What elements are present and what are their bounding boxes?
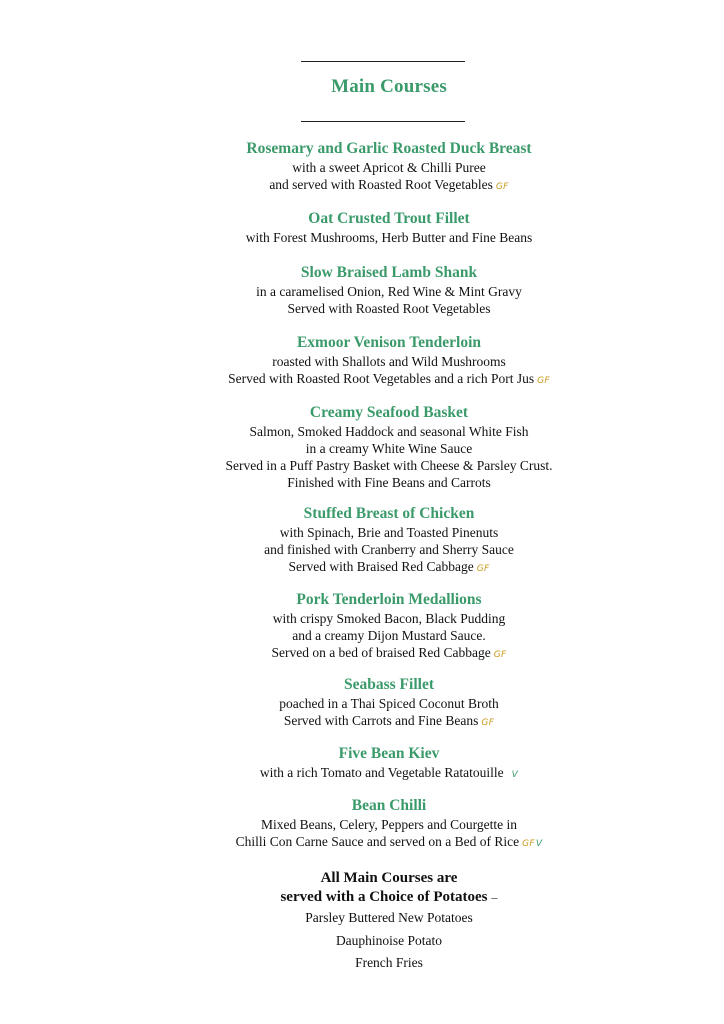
dish-description: roasted with Shallots and Wild Mushrooms [272, 354, 506, 369]
dish-title: Exmoor Venison Tenderloin [296, 334, 482, 351]
potato-option: French Fries [355, 955, 423, 970]
dish-seabass [0, 676, 724, 732]
dish-title: Creamy Seafood Basket [309, 404, 469, 421]
dish-description: Salmon, Smoked Haddock and seasonal White Fish [249, 424, 529, 439]
dish-trout [0, 210, 724, 246]
dish-five-bean-kiev [0, 745, 724, 784]
dish-title: Seabass Fillet [344, 676, 434, 693]
dish-description: and served with Roasted Root Vegetables GF [269, 177, 509, 192]
dish-pork [0, 591, 724, 664]
dish-title: Pork Tenderloin Medallions [296, 591, 482, 608]
dish-venison [0, 334, 724, 390]
gluten-free-tag: GF [481, 718, 495, 728]
gluten-free-tag: GF [493, 650, 507, 660]
dish-description: in a caramelised Onion, Red Wine & Mint Gravy [256, 284, 522, 299]
dish-lamb [0, 264, 724, 317]
dish-description: Served with Carrots and Fine Beans GF [283, 713, 495, 728]
dish-title: Slow Braised Lamb Shank [300, 264, 478, 281]
dish-description: Served with Roasted Root Vegetables and a rich Port Jus GF [228, 371, 550, 386]
dish-chicken [0, 505, 724, 578]
potato-option: Parsley Buttered New Potatoes [305, 910, 473, 925]
dish-description: with Spinach, Brie and Toasted Pinenuts [279, 525, 499, 540]
dish-description: with a rich Tomato and Vegetable Ratatouille V [259, 765, 519, 780]
dish-description: and a creamy Dijon Mustard Sauce. [292, 628, 486, 643]
dish-description: Served on a bed of braised Red Cabbage GF [271, 645, 507, 660]
top-divider [301, 61, 465, 62]
dish-title: Five Bean Kiev [338, 745, 440, 762]
dish-description: Served with Roasted Root Vegetables [287, 301, 491, 316]
dish-description: in a creamy White Wine Sauce [305, 441, 473, 456]
section-heading: Main Courses [331, 76, 447, 97]
note-line-1: All Main Courses are [320, 870, 458, 886]
dish-description: Finished with Fine Beans and Carrots [287, 475, 491, 490]
dish-description: Served with Braised Red Cabbage GF [288, 559, 490, 574]
dish-title: Rosemary and Garlic Roasted Duck Breast [246, 140, 532, 157]
dish-description: poached in a Thai Spiced Coconut Broth [279, 696, 499, 711]
dish-description: with crispy Smoked Bacon, Black Pudding [272, 611, 506, 626]
gluten-free-tag: GF [522, 839, 535, 849]
dish-description: Served in a Puff Pastry Basket with Cheese & Parsley Crust. [225, 458, 553, 473]
dish-title: Bean Chilli [351, 797, 427, 814]
dish-title: Oat Crusted Trout Fillet [308, 210, 470, 227]
potato-choice-note [0, 869, 724, 907]
gluten-free-tag: GF [495, 182, 509, 192]
note-line-2: served with a Choice of Potatoes – [280, 889, 498, 905]
dish-title: Stuffed Breast of Chicken [303, 505, 475, 522]
bottom-divider [301, 121, 465, 122]
gluten-free-tag: GF [537, 376, 550, 386]
dish-seafood-basket [0, 404, 724, 491]
potato-option: Dauphinoise Potato [335, 933, 443, 948]
gluten-free-tag: GF [476, 564, 490, 574]
vegetarian-tag: V [511, 770, 519, 780]
dish-description: with Forest Mushrooms, Herb Butter and Fine Beans [245, 230, 533, 245]
vegetarian-tag: V [535, 839, 543, 849]
dish-description: and finished with Cranberry and Sherry Sauce [264, 542, 514, 557]
dish-description: Mixed Beans, Celery, Peppers and Courgette in [260, 817, 518, 832]
dish-bean-chilli [0, 797, 724, 853]
dish-description: with a sweet Apricot & Chilli Puree [292, 160, 486, 175]
dish-duck [0, 140, 724, 196]
dish-description: Chilli Con Carne Sauce and served on a Bed of Rice GFV [235, 834, 543, 849]
